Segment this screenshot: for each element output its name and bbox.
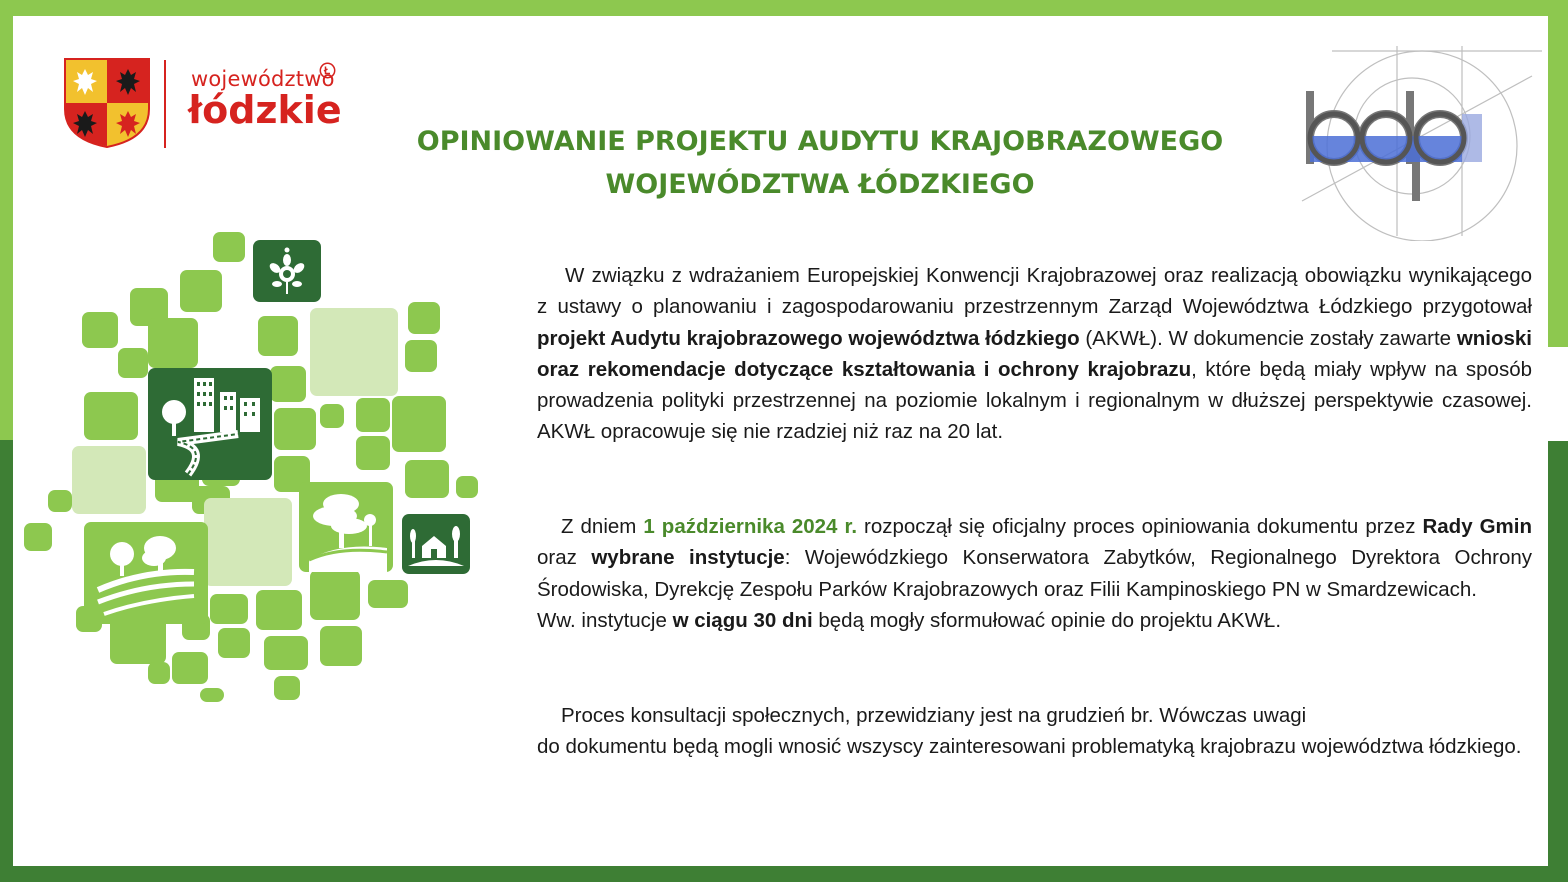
intro-text-3: , które będą miały wpływ na sposób prowadzenia polityki przestrzennej na poziomie lokalnym i regionalnym w dłuższej perspektywie czasowej. AKWŁ opracowuje się nie rzadziej niż raz na 20 lat. [537,357,1532,444]
process-bold-1: Rady Gmin [1422,515,1532,538]
paragraph-intro [537,260,1532,448]
process-text-2: rozpoczął się oficjalny proces opiniowania dokumentu przez [857,515,1423,538]
deadline-bold: w ciągu 30 dni [672,608,813,632]
consultation-line-2: do dokumentu będą mogli wnosić wszyscy zainteresowani problematyką krajobrazu województwa łódzkiego. [537,735,1522,759]
tile [456,476,478,498]
tile [256,590,302,630]
tile [213,232,245,262]
rural-house-icon [402,514,470,574]
coat-of-arms-icon [63,57,151,149]
tile [320,404,344,428]
process-text-4: : Wojewódzkiego Konserwatora Zabytków, Regionalnego Dyrektora Ochrony Środowiska, Dyrekcję Zespołu Parków Krajobrazowych oraz Filii Kampinoskiego PN w Smardzewicach. [537,546,1533,601]
tile [408,302,440,334]
tile [148,318,198,368]
tile [310,570,360,620]
tile [218,628,250,658]
paragraph-consultation [537,700,1532,763]
logo-text-big: łódzkie [188,88,342,132]
tile [270,366,306,402]
consultation-line-1: Proces konsultacji społecznych, przewidziany jest na grudzień br. Wówczas uwagi [561,704,1307,727]
paragraph-process [537,511,1532,636]
frame-top-bar [0,0,1568,16]
tile [200,688,224,702]
green-tile-mosaic [20,228,520,703]
logo-divider [164,60,166,148]
title-line-2: WOJEWÓDZTWA ŁÓDZKIEGO [605,169,1035,200]
frame-left-bar [0,0,13,440]
city-buildings-icon [148,368,272,480]
tile [148,662,170,684]
tile [356,398,390,432]
frame-bottom-bar [0,866,1568,882]
tile [356,436,390,470]
tile [48,490,72,512]
tile [258,316,298,356]
tile [264,636,308,670]
intro-text-1: W związku z wdrażaniem Europejskiej Konwencji Krajobrazowej oraz realizacją obowiązku wynikającego z ustawy o planowaniu i zagospodarowaniu przestrzennym Zarząd Województwa Łódzkiego przygotował [537,264,1532,319]
tile [24,523,52,551]
tile [368,580,408,608]
logo-text-small: województwo [191,67,335,91]
tile [72,446,146,514]
tile [172,652,208,684]
logo-circle-mark-icon [319,62,336,79]
title-line-1: OPINIOWANIE PROJEKTU AUDYTU KRAJOBRAZOWEGO [416,126,1224,157]
deadline-text-2: będą mogły sformułować opinie do projektu AKWŁ. [812,608,1282,632]
intro-bold-1: projekt Audytu krajobrazowego województwa łódzkiego [537,326,1080,350]
bpp-logo [1272,36,1552,241]
tile [274,676,300,700]
tile [405,340,437,372]
tile [84,392,138,440]
tile [82,312,118,348]
fields-trees-icon [84,522,208,624]
intro-bold-2: wnioski oraz rekomendacje dotyczące kształtowania i ochrony krajobrazu [537,326,1532,381]
tile [310,308,398,396]
process-date: 1 października 2024 r. [643,515,858,538]
page-title [390,120,1250,206]
process-text-1: Z dniem [561,515,644,538]
intro-text-2: (AKWŁ). W dokumencie zostały zawarte [1079,326,1457,350]
tile [118,348,148,378]
frame-left-bar-dark [0,440,13,882]
tile [274,408,316,450]
deadline-text-1: Ww. instytucje [537,608,673,632]
tile [210,594,248,624]
process-bold-2: wybrane instytucje [591,546,785,570]
tile [204,498,292,586]
tile [180,270,222,312]
tile [320,626,362,666]
process-text-3: oraz [537,546,592,570]
tile [392,396,446,452]
tile [405,460,449,498]
folk-flower-icon [253,240,321,302]
tree-landscape-icon [299,482,393,572]
frame-right-bar-dark [1548,441,1568,882]
